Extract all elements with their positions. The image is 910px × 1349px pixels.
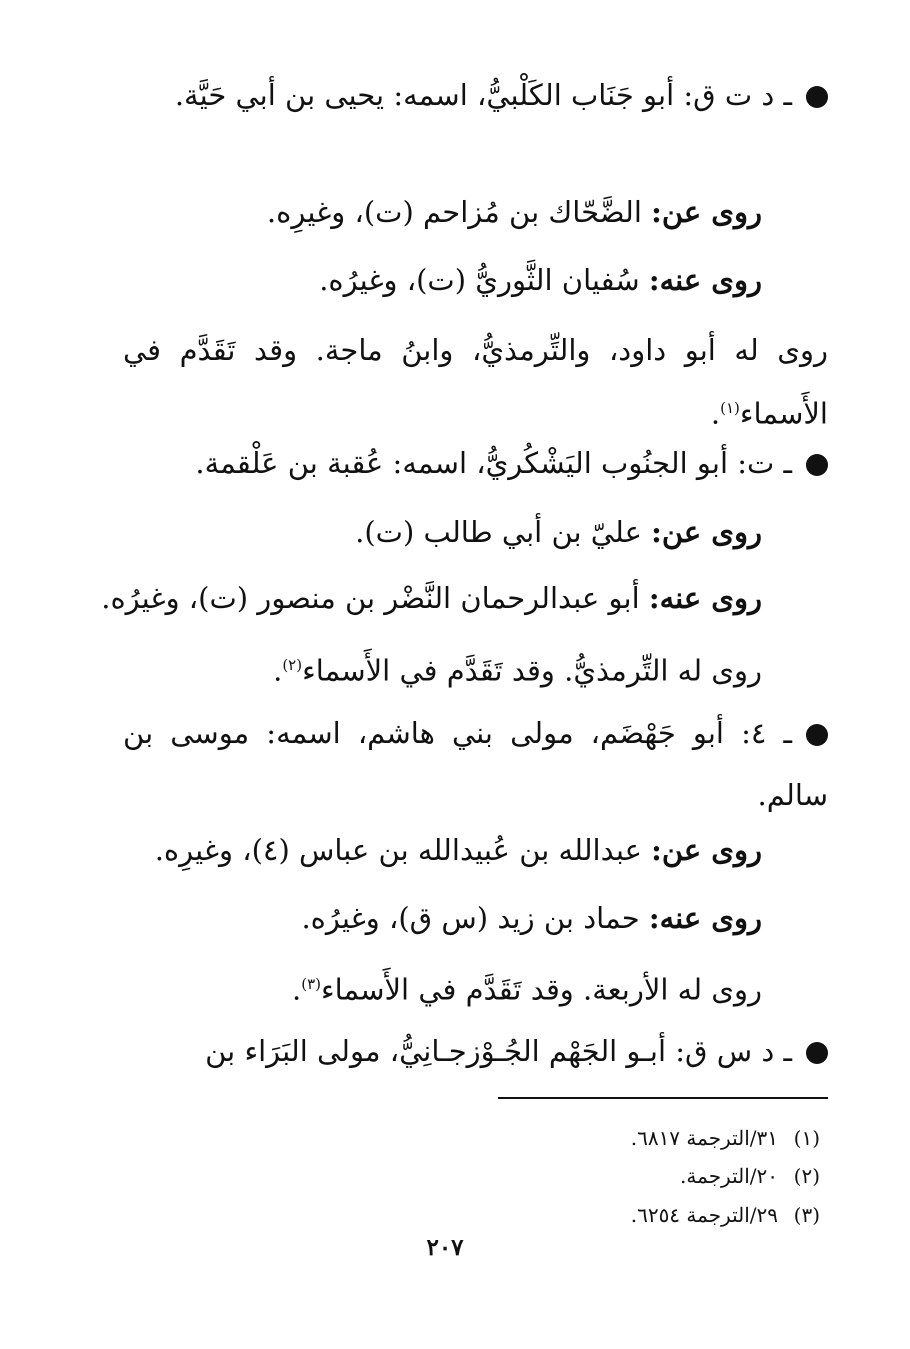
riwa-anhu-line [101,578,762,618]
riwa-lahu-line [123,321,828,443]
riwa-an-label: روى عن: [651,515,762,549]
riwa-lahu-line [122,645,762,691]
entry-heading-text: ـ ت: أبو الجنُوب اليَشْكُريُّ، اسمه: عُقبة بن عَلْقمة. [195,446,792,480]
footnote-number: (٢) [793,1164,820,1188]
bullet-icon [806,1042,828,1064]
riwa-anhu-text: أبو عبدالرحمان النَّضْر بن منصور (ت)، وغيرُه. [101,581,640,615]
footnote [400,1201,820,1229]
footnote-text: ٢٠/الترجمة. [680,1164,778,1188]
riwa-anhu-text: سُفيان الثَّوريُّ (ت)، وغيرُه. [319,263,640,297]
riwa-an-label: روى عن: [651,833,762,867]
footnote-ref: (٣) [301,975,321,993]
riwa-anhu-label: روى عنه: [648,901,762,935]
bullet-icon [806,86,828,108]
riwa-lahu-text: روى له أبو داود، والتِّرمذيُّ، وابنُ ماجة. وقد تَقَدَّم في الأَسماء [123,333,828,431]
entry-heading-text: ـ ٤: أبو جَهْضَم، مولى بني هاشم، اسمه: موسى بن سالم. [123,716,828,812]
riwa-lahu-end: . [710,396,721,431]
footnote-number: (٣) [793,1203,820,1227]
footnote [400,1162,820,1190]
entry-heading [123,702,828,826]
riwa-an-text: عبدالله بن عُبيدالله بن عباس (٤)، وغيرِه. [154,833,642,867]
riwa-lahu-text: روى له التِّرمذيُّ. وقد تَقَدَّم في الأَسماء [302,653,762,688]
riwa-an-line [122,192,762,232]
riwa-an-label: روى عن: [651,195,762,229]
riwa-an-line [122,830,762,870]
riwa-anhu-label: روى عنه: [648,581,762,615]
riwa-anhu-line [122,898,762,938]
riwa-anhu-label: روى عنه: [648,263,762,297]
riwa-anhu-line [122,260,762,300]
bullet-icon [806,454,828,476]
entry-heading [123,432,828,494]
riwa-lahu-end: . [291,972,302,1007]
footnote-text: ٢٩/الترجمة ٦٢٥٤. [630,1203,778,1227]
riwa-anhu-text: حماد بن زيد (س ق)، وغيرُه. [301,901,640,935]
riwa-an-line [122,512,762,552]
footnote-text: ٣١/الترجمة ٦٨١٧. [630,1126,778,1150]
footnote-number: (١) [793,1126,820,1150]
page-number: ٢٠٧ [426,1234,464,1261]
entry-heading-text: ـ د ت ق: أبو جَنَاب الكَلْبيُّ، اسمه: يحيى بن أبي حَيَّة. [174,78,792,112]
riwa-an-text: الضَّحّاك بن مُزاحم (ت)، وغيرِه. [266,195,642,229]
bullet-icon [806,724,828,746]
riwa-lahu-end: . [273,653,283,688]
footnote-ref: (٢) [282,656,303,674]
riwa-an-text: عليّ بن أبي طالب (ت). [355,515,642,549]
riwa-lahu-text: روى له الأربعة. وقد تَقَدَّم في الأَسماء [320,972,762,1007]
entry-heading [123,64,828,126]
footnote-divider [498,1097,828,1099]
footnote-ref: (١) [720,399,740,417]
entry-heading-text: ـ د س ق: أبـو الجَهْم الجُـوْزجـانِيُّ، مولى البَرَاء بن [205,1034,792,1068]
entry-heading [123,1020,828,1082]
footnote [400,1124,820,1152]
riwa-lahu-line [122,964,762,1010]
